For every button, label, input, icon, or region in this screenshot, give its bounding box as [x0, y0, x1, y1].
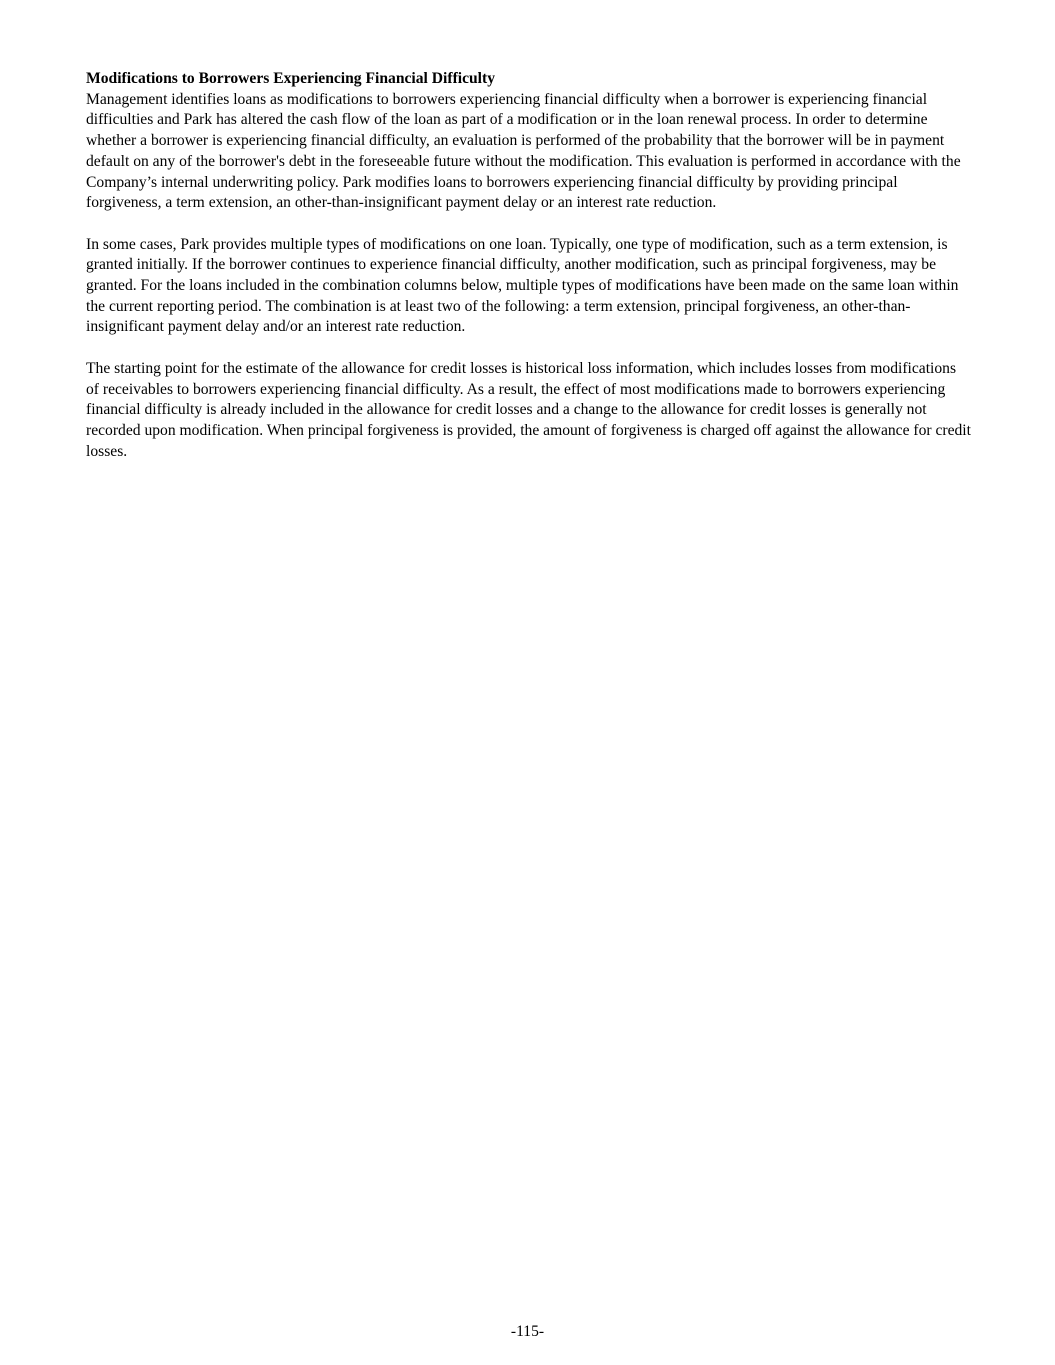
section-heading: Modifications to Borrowers Experiencing Financial Difficulty [86, 70, 496, 87]
paragraph-3: The starting point for the estimate of the allowance for credit losses is historical loss information, which includes losses from modifications of receivables to borrowers experiencing financial difficulty. As a result, the effect of most modifications made to borrowers experiencing financial difficulty is already included in the allowance for credit losses and a change to the allowance for credit losses is generally not recorded upon modification. When principal forgiveness is provided, the amount of forgiveness is charged off against the allowance for credit losses. [86, 359, 971, 460]
page-number: -115- [510, 1323, 545, 1340]
paragraph-1: Management identifies loans as modifications to borrowers experiencing financial difficulty when a borrower is experiencing financial difficulties and Park has altered the cash flow of the loan as part of a modification or in the loan renewal process. In order to determine whether a borrower is experiencing financial difficulty, an evaluation is performed of the probability that the borrower will be in payment default on any of the borrower's debt in the foreseeable future without the modification. This evaluation is performed in accordance with the Company’s internal underwriting policy. Park modifies loans to borrowers experiencing financial difficulty by providing principal forgiveness, a term extension, an other-than-insignificant payment delay or an interest rate reduction. [86, 90, 961, 212]
document-body [86, 69, 971, 483]
paragraph-2: In some cases, Park provides multiple types of modifications on one loan. Typically, one type of modification, such as a term extension, is granted initially. If the borrower continues to experience financial difficulty, another modification, such as principal forgiveness, may be granted. For the loans included in the combination columns below, multiple types of modifications have been made on the same loan within the current reporting period. The combination is at least two of the following: a term extension, principal forgiveness, an other-than-insignificant payment delay and/or an interest rate reduction. [86, 235, 959, 336]
